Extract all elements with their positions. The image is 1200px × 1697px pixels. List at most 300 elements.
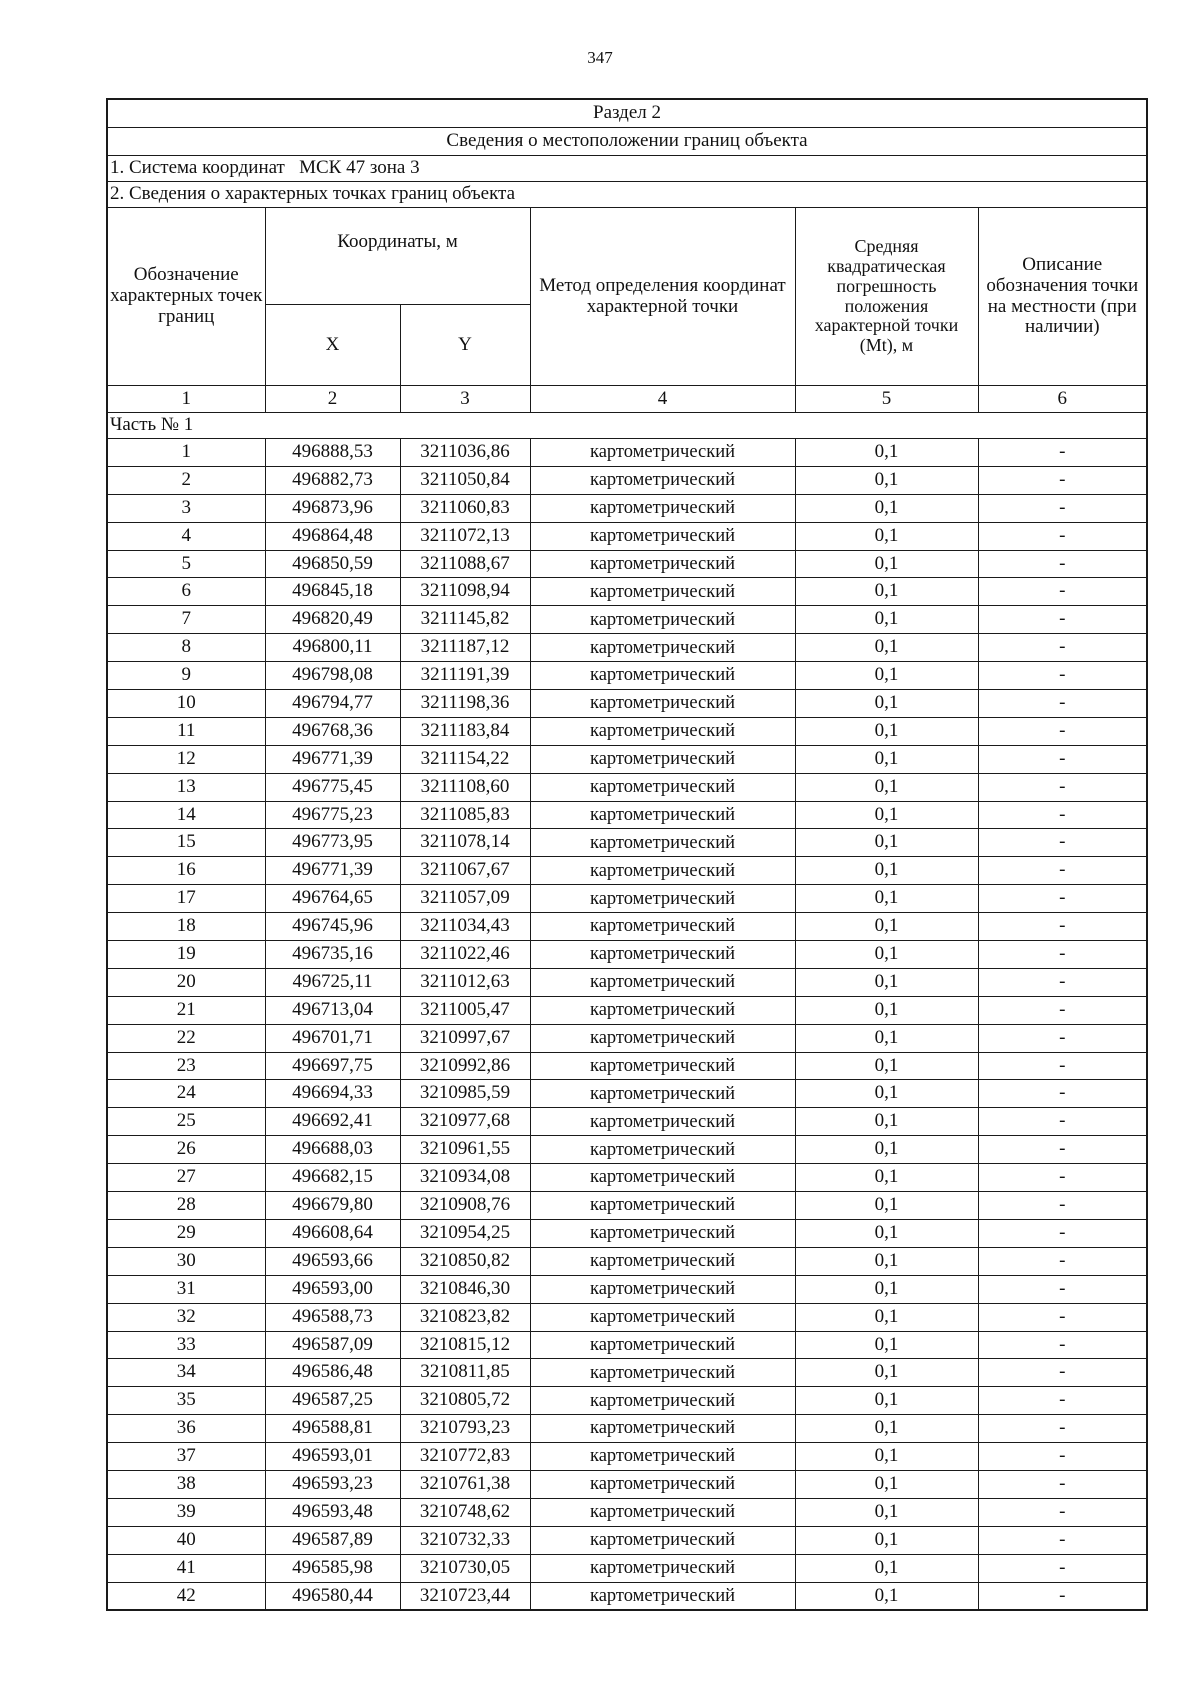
table-row xyxy=(107,773,1147,801)
point-number-cell: 40 xyxy=(107,1526,265,1554)
mean-error-cell: 0,1 xyxy=(795,634,978,662)
method-cell: картометрический xyxy=(530,690,795,718)
table-row xyxy=(107,466,1147,494)
description-cell: - xyxy=(978,522,1147,550)
mean-error-cell: 0,1 xyxy=(795,745,978,773)
coord-y-cell: 3210908,76 xyxy=(400,1192,530,1220)
coord-x-cell: 496585,98 xyxy=(265,1554,400,1582)
point-number-cell: 19 xyxy=(107,941,265,969)
coord-y-cell: 3211034,43 xyxy=(400,913,530,941)
coord-y-cell: 3211057,09 xyxy=(400,885,530,913)
coord-x-cell: 496850,59 xyxy=(265,550,400,578)
description-cell: - xyxy=(978,773,1147,801)
table-row xyxy=(107,1415,1147,1443)
method-cell: картометрический xyxy=(530,494,795,522)
mean-error-cell: 0,1 xyxy=(795,1359,978,1387)
coord-y-cell: 3211187,12 xyxy=(400,634,530,662)
point-number-cell: 16 xyxy=(107,857,265,885)
table-row xyxy=(107,1331,1147,1359)
coord-x-cell: 496593,00 xyxy=(265,1275,400,1303)
mean-error-cell: 0,1 xyxy=(795,1526,978,1554)
points-heading-row xyxy=(107,182,1147,208)
coord-y-cell: 3210748,62 xyxy=(400,1498,530,1526)
description-cell: - xyxy=(978,717,1147,745)
table-row xyxy=(107,1192,1147,1220)
point-number-cell: 1 xyxy=(107,439,265,467)
description-cell: - xyxy=(978,913,1147,941)
mean-error-cell: 0,1 xyxy=(795,1554,978,1582)
coord-x-cell: 496694,33 xyxy=(265,1080,400,1108)
coord-y-cell: 3210846,30 xyxy=(400,1275,530,1303)
method-cell: картометрический xyxy=(530,439,795,467)
coord-x-cell: 496773,95 xyxy=(265,829,400,857)
coord-y-cell: 3211085,83 xyxy=(400,801,530,829)
method-cell: картометрический xyxy=(530,745,795,773)
mean-error-cell: 0,1 xyxy=(795,1052,978,1080)
mean-error-cell: 0,1 xyxy=(795,1275,978,1303)
point-number-cell: 17 xyxy=(107,885,265,913)
table-row xyxy=(107,1526,1147,1554)
description-cell: - xyxy=(978,1470,1147,1498)
description-cell: - xyxy=(978,885,1147,913)
section-subtitle-row xyxy=(107,128,1147,156)
method-cell: картометрический xyxy=(530,522,795,550)
method-cell: картометрический xyxy=(530,1080,795,1108)
table-row xyxy=(107,1247,1147,1275)
coord-x-cell: 496682,15 xyxy=(265,1164,400,1192)
description-cell: - xyxy=(978,1024,1147,1052)
coord-x-cell: 496725,11 xyxy=(265,968,400,996)
table-row xyxy=(107,1470,1147,1498)
coord-y-cell: 3210772,83 xyxy=(400,1443,530,1471)
description-cell: - xyxy=(978,662,1147,690)
coord-x-cell: 496800,11 xyxy=(265,634,400,662)
method-cell: картометрический xyxy=(530,1470,795,1498)
coord-x-cell: 496745,96 xyxy=(265,913,400,941)
method-cell: картометрический xyxy=(530,466,795,494)
coord-y-cell: 3211005,47 xyxy=(400,996,530,1024)
method-cell: картометрический xyxy=(530,717,795,745)
table-row xyxy=(107,634,1147,662)
point-number-cell: 42 xyxy=(107,1582,265,1610)
point-number-cell: 3 xyxy=(107,494,265,522)
header-method: Метод определения координат характерной точки xyxy=(530,208,795,386)
coord-x-cell: 496593,48 xyxy=(265,1498,400,1526)
description-cell: - xyxy=(978,606,1147,634)
point-number-cell: 36 xyxy=(107,1415,265,1443)
point-number-cell: 20 xyxy=(107,968,265,996)
coord-x-cell: 496864,48 xyxy=(265,522,400,550)
mean-error-cell: 0,1 xyxy=(795,1024,978,1052)
mean-error-cell: 0,1 xyxy=(795,857,978,885)
page-number: 347 xyxy=(587,48,613,67)
header-row-top xyxy=(107,208,1147,305)
coord-y-cell: 3211154,22 xyxy=(400,745,530,773)
point-number-cell: 5 xyxy=(107,550,265,578)
table-row xyxy=(107,1582,1147,1610)
method-cell: картометрический xyxy=(530,1582,795,1610)
coord-x-cell: 496798,08 xyxy=(265,662,400,690)
coord-x-cell: 496771,39 xyxy=(265,745,400,773)
mean-error-cell: 0,1 xyxy=(795,1303,978,1331)
table-row xyxy=(107,1136,1147,1164)
point-number-cell: 13 xyxy=(107,773,265,801)
coord-x-cell: 496580,44 xyxy=(265,1582,400,1610)
point-number-cell: 6 xyxy=(107,578,265,606)
table-row xyxy=(107,439,1147,467)
description-cell: - xyxy=(978,1275,1147,1303)
coord-system-row xyxy=(107,156,1147,182)
description-cell: - xyxy=(978,494,1147,522)
coord-y-cell: 3211036,86 xyxy=(400,439,530,467)
mean-error-cell: 0,1 xyxy=(795,829,978,857)
coord-y-cell: 3210811,85 xyxy=(400,1359,530,1387)
column-number: 4 xyxy=(530,386,795,413)
table-row xyxy=(107,1359,1147,1387)
description-cell: - xyxy=(978,439,1147,467)
coord-x-cell: 496692,41 xyxy=(265,1108,400,1136)
mean-error-cell: 0,1 xyxy=(795,1219,978,1247)
coord-x-cell: 496775,23 xyxy=(265,801,400,829)
coord-x-cell: 496820,49 xyxy=(265,606,400,634)
coord-x-cell: 496768,36 xyxy=(265,717,400,745)
coord-x-cell: 496713,04 xyxy=(265,996,400,1024)
method-cell: картометрический xyxy=(530,857,795,885)
column-number: 6 xyxy=(978,386,1147,413)
mean-error-cell: 0,1 xyxy=(795,913,978,941)
method-cell: картометрический xyxy=(530,1247,795,1275)
point-number-cell: 41 xyxy=(107,1554,265,1582)
description-cell: - xyxy=(978,1052,1147,1080)
point-number-cell: 14 xyxy=(107,801,265,829)
method-cell: картометрический xyxy=(530,1331,795,1359)
coord-y-cell: 3211145,82 xyxy=(400,606,530,634)
coord-y-cell: 3211191,39 xyxy=(400,662,530,690)
coord-x-cell: 496845,18 xyxy=(265,578,400,606)
column-number: 3 xyxy=(400,386,530,413)
header-description: Описание обозначения точки на местности (при наличии) xyxy=(978,208,1147,386)
description-cell: - xyxy=(978,996,1147,1024)
table-row xyxy=(107,913,1147,941)
point-number-cell: 8 xyxy=(107,634,265,662)
point-number-cell: 18 xyxy=(107,913,265,941)
mean-error-cell: 0,1 xyxy=(795,1192,978,1220)
column-number: 5 xyxy=(795,386,978,413)
point-number-cell: 37 xyxy=(107,1443,265,1471)
table-row xyxy=(107,662,1147,690)
section-title-row xyxy=(107,99,1147,128)
method-cell: картометрический xyxy=(530,1024,795,1052)
description-cell: - xyxy=(978,1554,1147,1582)
table-row xyxy=(107,968,1147,996)
mean-error-cell: 0,1 xyxy=(795,941,978,969)
part-label: Часть № 1 xyxy=(107,413,1147,439)
point-number-cell: 7 xyxy=(107,606,265,634)
method-cell: картометрический xyxy=(530,1443,795,1471)
coord-x-cell: 496735,16 xyxy=(265,941,400,969)
description-cell: - xyxy=(978,578,1147,606)
point-number-cell: 23 xyxy=(107,1052,265,1080)
table-row xyxy=(107,1080,1147,1108)
point-number-cell: 35 xyxy=(107,1387,265,1415)
mean-error-cell: 0,1 xyxy=(795,1108,978,1136)
table-row xyxy=(107,578,1147,606)
point-number-cell: 2 xyxy=(107,466,265,494)
table-row xyxy=(107,885,1147,913)
method-cell: картометрический xyxy=(530,1219,795,1247)
coord-y-cell: 3211050,84 xyxy=(400,466,530,494)
description-cell: - xyxy=(978,1443,1147,1471)
description-cell: - xyxy=(978,1080,1147,1108)
method-cell: картометрический xyxy=(530,578,795,606)
description-cell: - xyxy=(978,1136,1147,1164)
method-cell: картометрический xyxy=(530,968,795,996)
mean-error-cell: 0,1 xyxy=(795,522,978,550)
method-cell: картометрический xyxy=(530,829,795,857)
table-row xyxy=(107,494,1147,522)
coord-y-cell: 3210723,44 xyxy=(400,1582,530,1610)
table-row xyxy=(107,522,1147,550)
point-number-cell: 38 xyxy=(107,1470,265,1498)
coord-x-cell: 496588,73 xyxy=(265,1303,400,1331)
mean-error-cell: 0,1 xyxy=(795,1331,978,1359)
mean-error-cell: 0,1 xyxy=(795,717,978,745)
coord-x-cell: 496775,45 xyxy=(265,773,400,801)
boundary-points-table xyxy=(106,98,1148,1611)
point-number-cell: 22 xyxy=(107,1024,265,1052)
method-cell: картометрический xyxy=(530,801,795,829)
table-row xyxy=(107,1554,1147,1582)
method-cell: картометрический xyxy=(530,1303,795,1331)
point-number-cell: 28 xyxy=(107,1192,265,1220)
coord-y-cell: 3211183,84 xyxy=(400,717,530,745)
method-cell: картометрический xyxy=(530,634,795,662)
point-number-cell: 29 xyxy=(107,1219,265,1247)
method-cell: картометрический xyxy=(530,606,795,634)
mean-error-cell: 0,1 xyxy=(795,996,978,1024)
description-cell: - xyxy=(978,1415,1147,1443)
coord-y-cell: 3210934,08 xyxy=(400,1164,530,1192)
point-number-cell: 33 xyxy=(107,1331,265,1359)
description-cell: - xyxy=(978,857,1147,885)
coord-x-cell: 496593,23 xyxy=(265,1470,400,1498)
mean-error-cell: 0,1 xyxy=(795,1080,978,1108)
method-cell: картометрический xyxy=(530,1164,795,1192)
mean-error-cell: 0,1 xyxy=(795,885,978,913)
mean-error-cell: 0,1 xyxy=(795,662,978,690)
table-row xyxy=(107,550,1147,578)
mean-error-cell: 0,1 xyxy=(795,466,978,494)
coord-x-cell: 496593,01 xyxy=(265,1443,400,1471)
table-row xyxy=(107,941,1147,969)
coord-y-cell: 3211078,14 xyxy=(400,829,530,857)
coord-x-cell: 496608,64 xyxy=(265,1219,400,1247)
coord-y-cell: 3211012,63 xyxy=(400,968,530,996)
coord-y-cell: 3210805,72 xyxy=(400,1387,530,1415)
description-cell: - xyxy=(978,968,1147,996)
mean-error-cell: 0,1 xyxy=(795,968,978,996)
coord-y-cell: 3210961,55 xyxy=(400,1136,530,1164)
table-row xyxy=(107,1275,1147,1303)
coord-x-cell: 496771,39 xyxy=(265,857,400,885)
table-row xyxy=(107,996,1147,1024)
description-cell: - xyxy=(978,1164,1147,1192)
description-cell: - xyxy=(978,1108,1147,1136)
mean-error-cell: 0,1 xyxy=(795,550,978,578)
mean-error-cell: 0,1 xyxy=(795,1498,978,1526)
coord-y-cell: 3210823,82 xyxy=(400,1303,530,1331)
coord-y-cell: 3210954,25 xyxy=(400,1219,530,1247)
table-row xyxy=(107,801,1147,829)
mean-error-cell: 0,1 xyxy=(795,1470,978,1498)
point-number-cell: 27 xyxy=(107,1164,265,1192)
method-cell: картометрический xyxy=(530,1387,795,1415)
description-cell: - xyxy=(978,690,1147,718)
point-number-cell: 9 xyxy=(107,662,265,690)
coord-x-cell: 496586,48 xyxy=(265,1359,400,1387)
header-y: Y xyxy=(400,305,530,386)
coord-x-cell: 496688,03 xyxy=(265,1136,400,1164)
description-cell: - xyxy=(978,634,1147,662)
coord-y-cell: 3211098,94 xyxy=(400,578,530,606)
section-subtitle: Сведения о местоположении границ объекта xyxy=(107,128,1147,156)
coord-x-cell: 496588,81 xyxy=(265,1415,400,1443)
coord-x-cell: 496587,89 xyxy=(265,1526,400,1554)
description-cell: - xyxy=(978,1498,1147,1526)
point-number-cell: 11 xyxy=(107,717,265,745)
mean-error-cell: 0,1 xyxy=(795,1164,978,1192)
description-cell: - xyxy=(978,1359,1147,1387)
method-cell: картометрический xyxy=(530,941,795,969)
description-cell: - xyxy=(978,1247,1147,1275)
mean-error-cell: 0,1 xyxy=(795,1415,978,1443)
method-cell: картометрический xyxy=(530,1275,795,1303)
coord-y-cell: 3211108,60 xyxy=(400,773,530,801)
mean-error-cell: 0,1 xyxy=(795,439,978,467)
point-number-cell: 15 xyxy=(107,829,265,857)
column-number: 1 xyxy=(107,386,265,413)
point-number-cell: 4 xyxy=(107,522,265,550)
mean-error-cell: 0,1 xyxy=(795,1387,978,1415)
table-row xyxy=(107,1498,1147,1526)
table-row xyxy=(107,829,1147,857)
method-cell: картометрический xyxy=(530,913,795,941)
coord-y-cell: 3210793,23 xyxy=(400,1415,530,1443)
point-number-cell: 31 xyxy=(107,1275,265,1303)
coord-x-cell: 496764,65 xyxy=(265,885,400,913)
table-row xyxy=(107,606,1147,634)
mean-error-cell: 0,1 xyxy=(795,801,978,829)
coord-system: 1. Система координат МСК 47 зона 3 xyxy=(107,156,1147,182)
method-cell: картометрический xyxy=(530,773,795,801)
header-coordinates: Координаты, м xyxy=(265,208,530,305)
table-row xyxy=(107,1219,1147,1247)
description-cell: - xyxy=(978,550,1147,578)
method-cell: картометрический xyxy=(530,1498,795,1526)
method-cell: картометрический xyxy=(530,1554,795,1582)
coord-y-cell: 3211067,67 xyxy=(400,857,530,885)
coord-x-cell: 496587,25 xyxy=(265,1387,400,1415)
coord-x-cell: 496587,09 xyxy=(265,1331,400,1359)
coord-y-cell: 3210992,86 xyxy=(400,1052,530,1080)
coord-y-cell: 3210997,67 xyxy=(400,1024,530,1052)
table-row xyxy=(107,1443,1147,1471)
mean-error-cell: 0,1 xyxy=(795,690,978,718)
coord-x-cell: 496697,75 xyxy=(265,1052,400,1080)
point-number-cell: 25 xyxy=(107,1108,265,1136)
table-row xyxy=(107,1052,1147,1080)
column-numbers-row xyxy=(107,386,1147,413)
point-number-cell: 32 xyxy=(107,1303,265,1331)
method-cell: картометрический xyxy=(530,996,795,1024)
coord-y-cell: 3211072,13 xyxy=(400,522,530,550)
coord-y-cell: 3211088,67 xyxy=(400,550,530,578)
table-row xyxy=(107,1303,1147,1331)
description-cell: - xyxy=(978,829,1147,857)
description-cell: - xyxy=(978,801,1147,829)
point-number-cell: 39 xyxy=(107,1498,265,1526)
mean-error-cell: 0,1 xyxy=(795,1136,978,1164)
table-row xyxy=(107,690,1147,718)
coord-y-cell: 3211060,83 xyxy=(400,494,530,522)
coord-x-cell: 496794,77 xyxy=(265,690,400,718)
column-number: 2 xyxy=(265,386,400,413)
description-cell: - xyxy=(978,1387,1147,1415)
table-row xyxy=(107,1024,1147,1052)
coord-x-cell: 496882,73 xyxy=(265,466,400,494)
method-cell: картометрический xyxy=(530,1526,795,1554)
description-cell: - xyxy=(978,1526,1147,1554)
method-cell: картометрический xyxy=(530,1052,795,1080)
table-row xyxy=(107,1164,1147,1192)
coord-y-cell: 3210977,68 xyxy=(400,1108,530,1136)
coord-y-cell: 3210730,05 xyxy=(400,1554,530,1582)
coord-y-cell: 3210815,12 xyxy=(400,1331,530,1359)
coord-x-cell: 496679,80 xyxy=(265,1192,400,1220)
mean-error-cell: 0,1 xyxy=(795,494,978,522)
section-title: Раздел 2 xyxy=(107,99,1147,128)
part-row xyxy=(107,413,1147,439)
method-cell: картометрический xyxy=(530,885,795,913)
mean-error-cell: 0,1 xyxy=(795,606,978,634)
coord-y-cell: 3211198,36 xyxy=(400,690,530,718)
point-number-cell: 26 xyxy=(107,1136,265,1164)
method-cell: картометрический xyxy=(530,1136,795,1164)
header-designation: Обозначение характерных точек границ xyxy=(107,208,265,386)
mean-error-cell: 0,1 xyxy=(795,773,978,801)
point-number-cell: 21 xyxy=(107,996,265,1024)
coord-x-cell: 496888,53 xyxy=(265,439,400,467)
point-number-cell: 24 xyxy=(107,1080,265,1108)
header-error: Средняя квадратическая погрешность положения характерной точки (Mt), м xyxy=(795,208,978,386)
method-cell: картометрический xyxy=(530,1192,795,1220)
table-row xyxy=(107,857,1147,885)
table-row xyxy=(107,1108,1147,1136)
coord-y-cell: 3211022,46 xyxy=(400,941,530,969)
coord-x-cell: 496701,71 xyxy=(265,1024,400,1052)
coord-y-cell: 3210985,59 xyxy=(400,1080,530,1108)
method-cell: картометрический xyxy=(530,662,795,690)
table-row xyxy=(107,745,1147,773)
description-cell: - xyxy=(978,941,1147,969)
point-number-cell: 10 xyxy=(107,690,265,718)
header-x: X xyxy=(265,305,400,386)
description-cell: - xyxy=(978,1219,1147,1247)
description-cell: - xyxy=(978,745,1147,773)
description-cell: - xyxy=(978,1582,1147,1610)
description-cell: - xyxy=(978,1331,1147,1359)
coord-y-cell: 3210732,33 xyxy=(400,1526,530,1554)
